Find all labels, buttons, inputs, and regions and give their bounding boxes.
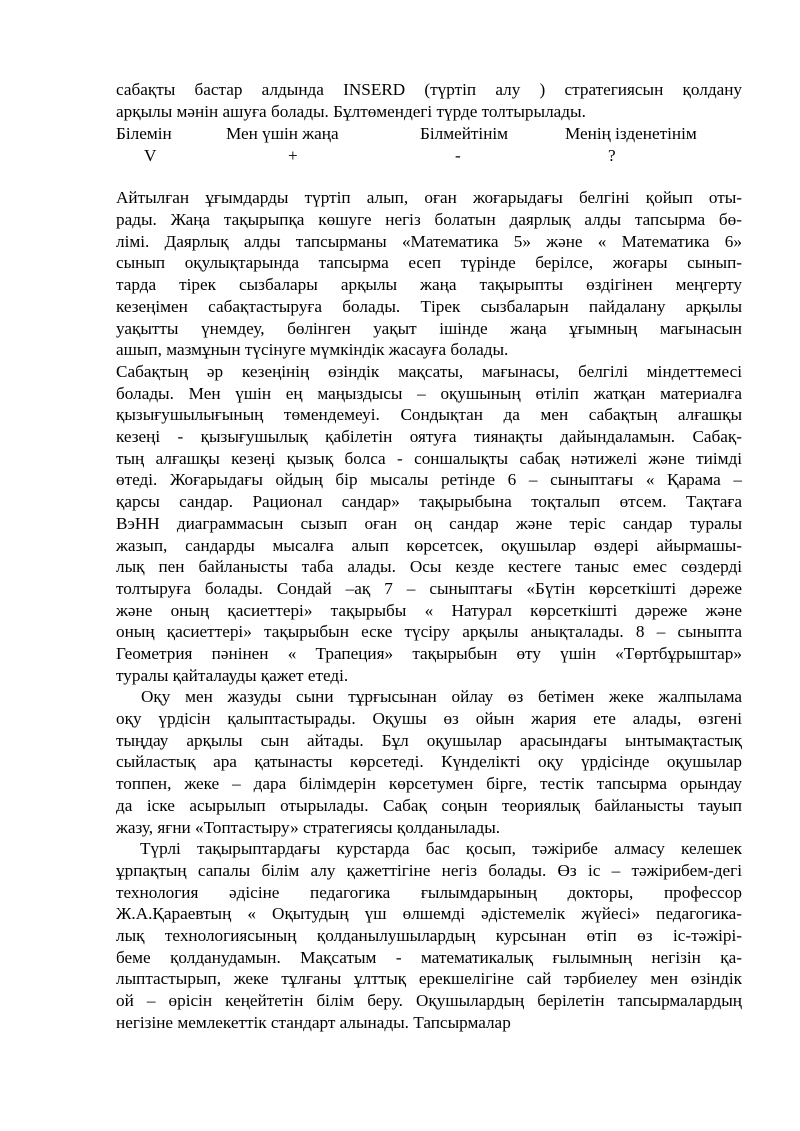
text-line: да іске асырылып отырылады. Сабақ соңын теориялық байланысты тауып — [116, 796, 742, 815]
text-line: беме қолданудамын. Мақсатым - математикалық ғылымның негізін қа- — [116, 948, 742, 967]
text-line: лық пен байланысты таба алады. Осы кезде кестеге таныс емес сөздерді — [116, 557, 742, 576]
intro-line: сабақты бастар алдында INSERD (түртіп алу ) стратегиясын қолдану — [116, 80, 742, 99]
text-line: жазып, сандарды мысалға алып көрсетсек, оқушылар өздері айырмашы- — [116, 536, 742, 555]
text-line: Оқу мен жазуды сыни тұрғысынан ойлау өз бетімен жеке жалпылама — [141, 687, 742, 706]
text-line: тарда тірек сызбалары арқылы жаңа тақырыпты өздігінен меңгерту — [116, 275, 742, 294]
text-line: уақытты үнемдеу, бөлінген уақыт ішінде жаңа ұғымның мағынасын — [116, 319, 742, 338]
text-line: лық технологиясының қолданылушылардың курсынан өтіп өз іс-тәжірі- — [116, 926, 742, 945]
text-line: туралы қайталауды қажет етеді. — [116, 666, 349, 685]
text-line: қызығушылығының төмендемеуі. Сондықтан да мен сабақтың алғашқы — [116, 405, 742, 424]
text-line: тың алғашқы кезеңі қызық болса - соншалықты сабақ нәтижелі және тиімді — [116, 449, 742, 468]
insert-symbol-plus: + — [288, 146, 298, 165]
text-line: өтеді. Жоғарыдағы ойдың бір мысалы ретінде 6 – сыныптағы « Қарама – — [116, 470, 742, 489]
text-line: Айтылған ұғымдарды түртіп алып, оған жоғарыдағы белгіні қойып оты- — [116, 188, 742, 207]
text-line: оқу үрдісін қалыптастырады. Оқушы өз ойын жария ете алады, өзгені — [116, 709, 742, 728]
insert-symbol-question: ? — [608, 146, 616, 165]
text-line: кезеңі - қызығушылық қабілетін оятуға тиянақты дайындаламын. Сабақ- — [116, 427, 742, 446]
text-line: ұрпақтың сапалы білім алу қажеттігіне негіз болады. Өз іс – тәжірибем-дегі — [116, 861, 742, 880]
text-line: толтыруға болады. Сондай –ақ 7 – сыныптағы «Бүтін көрсеткішті дәреже — [116, 579, 742, 598]
text-line: ашып, мазмұнын түсінуге мүмкіндік жасауға болады. — [116, 340, 509, 359]
intro-line: арқылы мәнін ашуға болады. Бұлтөмендегі түрде толтырылады. — [116, 102, 586, 121]
text-line: лыптастырып, жеке тұлғаны ұлттық ерекшелігіне сай тәрбиелеу мен өзіндік — [116, 969, 742, 988]
text-line: Түрлі тақырыптардағы курстарда бас қосып, тәжірибе алмасу келешек — [140, 839, 742, 858]
text-line: оның қасиеттері» тақырыбын еске түсіру арқылы анықталады. 8 – сыныпта — [116, 622, 742, 641]
insert-header-know: Білемін — [116, 124, 172, 143]
text-line: Геометрия пәнінен « Трапеция» тақырыбын өту үшін «Төртбұрыштар» — [116, 644, 742, 663]
text-line: ой – өрісін кеңейтетін білім беру. Оқушылардың берілетін тапсырмалардың — [116, 991, 742, 1010]
text-line: сынып оқулықтарында тапсырма есеп түрінде берілсе, жоғары сынып- — [116, 253, 742, 272]
text-line: ВэНН диаграммасын сызып оған оң сандар және теріс сандар туралы — [116, 514, 742, 533]
text-line: болады. Мен үшін ең маңыздысы – оқушының өтіліп жатқан материалға — [116, 384, 742, 403]
text-line: Ж.А.Қараевтың « Оқытудың үш өлшемді әдістемелік жүйесі» педагогика- — [116, 904, 742, 923]
text-line: Сабақтың әр кезеңінің өзіндік мақсаты, мағынасы, белгілі міндеттемесі — [116, 362, 742, 381]
text-line: сыйластық ара қатынасты көрсетеді. Күнделікті оқу үрдісінде оқушылар — [116, 752, 742, 771]
text-line: және оның қасиеттері» тақырыбы « Натурал көрсеткішті дәреже және — [116, 601, 742, 620]
text-line: негізіне мемлекеттік стандарт алынады. Тапсырмалар — [116, 1013, 511, 1032]
insert-header-to-research: Менің ізденетінім — [565, 124, 697, 143]
text-line: тыңдау арқылы сын айтады. Бұл оқушылар арасындағы ынтымақтастық — [116, 731, 742, 750]
text-line: жазу, яғни «Топтастыру» стратегиясы қолданылады. — [116, 818, 501, 837]
insert-header-new: Мен үшін жаңа — [226, 124, 339, 143]
insert-symbol-minus: - — [455, 146, 461, 165]
text-line: рады. Жаңа тақырыпқа көшуге негіз болатын даярлық алды тапсырма бө- — [116, 210, 742, 229]
text-line: лімі. Даярлық алды тапсырманы «Математика 5» және « Математика 6» — [116, 232, 742, 251]
text-line: кезеңімен сабақтастыруға болады. Тірек сызбаларын пайдалану арқылы — [116, 297, 742, 316]
insert-header-dont-know: Білмейтінім — [420, 124, 509, 143]
text-line: технология әдісіне педагогика ғылымдарының докторы, профессор — [116, 883, 742, 902]
text-line: топпен, жеке – дара білімдерін көрсетумен бірге, тестік тапсырма орындау — [116, 774, 742, 793]
text-line: қарсы сандар. Рационал сандар» тақырыбына тоқталып өтсем. Тақтаға — [116, 492, 742, 511]
insert-symbol-check: V — [144, 146, 157, 165]
